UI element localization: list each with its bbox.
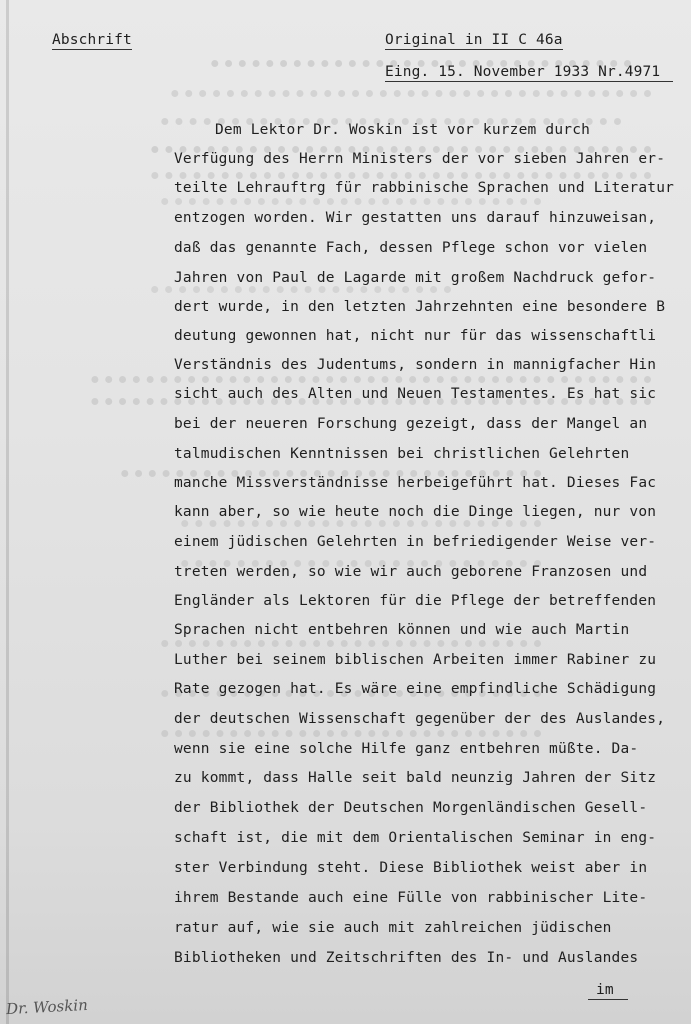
body-line: daß das genannte Fach, dessen Pflege schon vor vielen: [174, 240, 648, 256]
body-line: einem jüdischen Gelehrten in befriedigender Weise ver-: [174, 534, 657, 550]
body-line: der deutschen Wissenschaft gegenüber der des Auslandes,: [174, 711, 666, 727]
body-line: der Bibliothek der Deutschen Morgenländischen Gesell-: [174, 800, 648, 816]
body-line: zu kommt, dass Halle seit bald neunzig Jahren der Sitz: [174, 770, 657, 786]
body-line: Sprachen nicht entbehren können und wie auch Martin: [174, 622, 630, 638]
body-line: Luther bei seinem biblischen Arbeiten immer Rabiner zu: [174, 652, 657, 668]
abschrift-label: Abschrift: [52, 32, 132, 48]
handwritten-signature: Dr. Woskin: [5, 995, 89, 1019]
body-line: Verständnis des Judentums, sondern in mannigfacher Hin: [174, 357, 657, 373]
original-reference: Original in II C 46a: [385, 32, 563, 48]
page-fold: [6, 0, 9, 1024]
body-line: talmudischen Kenntnissen bei christlichen Gelehrten: [174, 446, 630, 462]
body-line: schaft ist, die mit dem Orientalischen Seminar in eng-: [174, 830, 657, 846]
body-line: Bibliotheken und Zeitschriften des In- und Auslandes: [174, 950, 639, 966]
page-catchword: im: [588, 982, 628, 1000]
receipt-stamp-line: Eing. 15. November 1933 Nr.4971: [385, 64, 673, 82]
body-line: ratur auf, wie sie auch mit zahlreichen jüdischen: [174, 920, 612, 936]
body-line: dert wurde, in den letzten Jahrzehnten eine besondere B: [174, 299, 666, 315]
body-line: wenn sie eine solche Hilfe ganz entbehren müßte. Da-: [174, 741, 639, 757]
body-line: ihrem Bestande auch eine Fülle von rabbinischer Lite-: [174, 890, 648, 906]
body-line: teilte Lehrauftrg für rabbinische Sprachen und Literatur: [174, 180, 675, 196]
body-line: deutung gewonnen hat, nicht nur für das wissenschaftli: [174, 328, 657, 344]
body-line: kann aber, so wie heute noch die Dinge liegen, nur von: [174, 504, 657, 520]
body-line: treten werden, so wie wir auch geborene Franzosen und: [174, 564, 648, 580]
body-line: Engländer als Lektoren für die Pflege der betreffenden: [174, 593, 657, 609]
body-line: entzogen worden. Wir gestatten uns darauf hinzuweisan,: [174, 210, 657, 226]
body-line: Dem Lektor Dr. Woskin ist vor kurzem durch: [215, 122, 591, 138]
body-line: manche Missverständnisse herbeigeführt hat. Dieses Fac: [174, 475, 657, 491]
body-line: sicht auch des Alten und Neuen Testamentes. Es hat sic: [174, 386, 657, 402]
body-line: Jahren von Paul de Lagarde mit großem Nachdruck gefor-: [174, 270, 657, 286]
body-line: ster Verbindung steht. Diese Bibliothek weist aber in: [174, 860, 648, 876]
body-line: bei der neueren Forschung gezeigt, dass der Mangel an: [174, 416, 648, 432]
body-line: Verfügung des Herrn Ministers der vor sieben Jahren er-: [174, 151, 666, 167]
body-line: Rate gezogen hat. Es wäre eine empfindliche Schädigung: [174, 681, 657, 697]
